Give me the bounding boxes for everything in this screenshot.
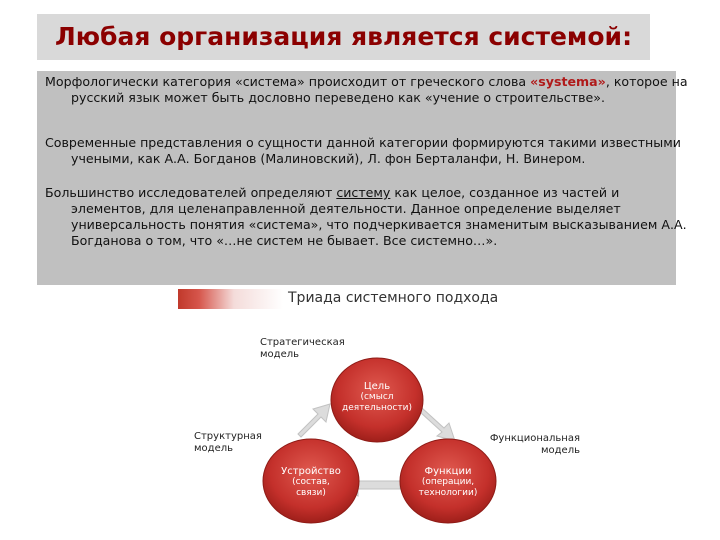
triad-banner — [178, 289, 528, 309]
slide-title: Любая организация является системой: — [54, 22, 633, 51]
triad-title: Триада системного подхода — [288, 290, 499, 306]
paragraph-2: Современные представления о сущности данной категории формируются такими известными учеными, как А.А. Богданов (Малиновский), Л. фон Берталанфи, Н. Винером. — [45, 135, 681, 166]
paragraph-3-before: Большинство исследователей определяют — [45, 185, 337, 200]
paragraph-3-after: как целое, созданное из частей и элементов, для целенаправленной деятельности. Данное определение выделяет универсальность понятия «система», что подчеркивается знаменитым высказыванием А.А. Богданова о том, что «…не систем не бывает. Все системно…». — [71, 185, 687, 248]
text-box — [37, 71, 688, 285]
paragraph-1-before: Морфологически категория «система» происходит от греческого слова — [45, 74, 531, 89]
label-structural: Структурная модель — [194, 431, 262, 454]
underlined-term: систему — [336, 185, 391, 200]
paragraph-3 — [45, 185, 697, 249]
circle-structure-text: Устройство (состав, связи) — [281, 466, 341, 498]
title-bar — [37, 14, 650, 60]
highlighted-term: «systema» — [530, 74, 606, 89]
arrow-left-to-top — [298, 404, 330, 437]
label-strategic: Стратегическая модель — [260, 337, 345, 360]
paragraph-1-after: , которое на русский язык может быть дословно переведено как «учение о строительстве». — [71, 74, 688, 105]
label-functional: Функциональная модель — [489, 433, 580, 456]
circle-functions-text: Функции (операции, технологии) — [418, 466, 478, 498]
arrow-top-to-right — [420, 408, 455, 441]
paragraph-1 — [45, 74, 697, 106]
triad-diagram-svg — [180, 320, 600, 540]
triad-diagram — [180, 320, 600, 540]
circle-goal-text: Цель (смысл деятельности) — [342, 381, 412, 413]
